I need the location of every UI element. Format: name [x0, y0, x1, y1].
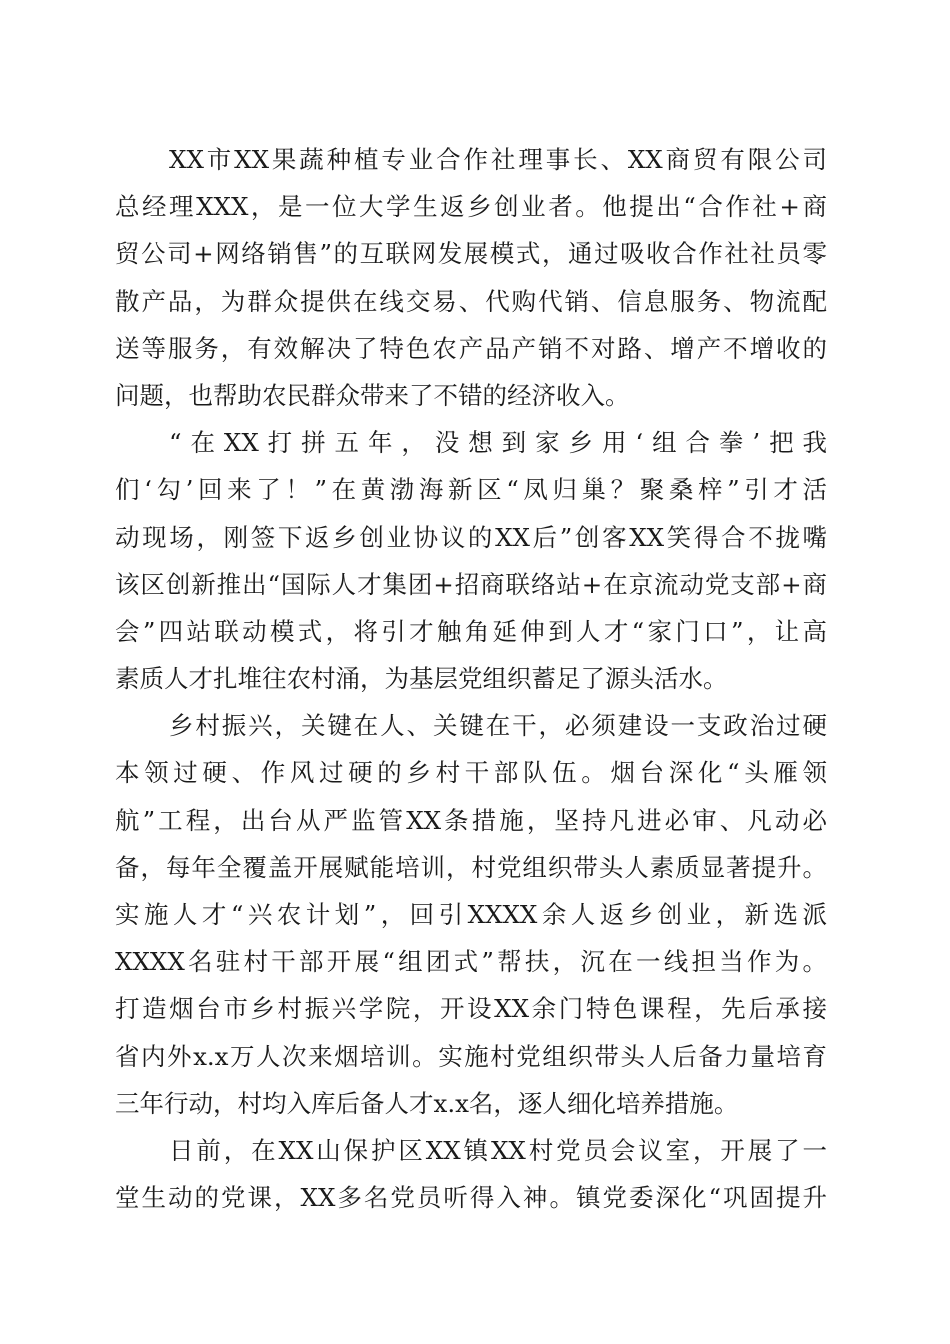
paragraph-3-line-4: 备，每年全覆盖开展赋能培训，村党组织带头人素质显著提升。 [115, 852, 827, 882]
paragraph-3-line-3: 航”工程，出台从严监管XX条措施，坚持凡进必审、凡动必 [115, 805, 827, 835]
paragraph-2-line-3: 动现场，刚签下返乡创业协议的XX后”创客XX笑得合不拢嘴 [115, 522, 827, 552]
paragraph-3-line-7: 打造烟台市乡村振兴学院，开设XX余门特色课程，先后承接 [115, 994, 827, 1024]
paragraph-1-line-4: 散产品，为群众提供在线交易、代购代销、信息服务、物流配 [115, 286, 827, 316]
paragraph-3-line-2: 本领过硬、作风过硬的乡村干部队伍。烟台深化“头雁领 [115, 758, 827, 788]
paragraph-1-line-1: XX市XX果蔬种植专业合作社理事长、XX商贸有限公司 [169, 145, 827, 174]
paragraph-2-line-6: 素质人才扎堆往农村涌，为基层党组织蓄足了源头活水。 [115, 664, 728, 694]
paragraph-3-line-6: XXXX名驻村干部开展“组团式”帮扶，沉在一线担当作为。 [115, 947, 827, 977]
paragraph-1-line-2: 总经理XXX，是一位大学生返乡创业者。他提出“合作社+商 [115, 192, 827, 222]
paragraph-3-line-5: 实施人才“兴农计划”，回引XXXX余人返乡创业，新选派 [115, 900, 827, 929]
paragraph-1-line-5: 送等服务，有效解决了特色农产品产销不对路、增产不增收的 [115, 333, 827, 363]
paragraph-1-line-3: 贸公司+网络销售”的互联网发展模式，通过吸收合作社社员零 [115, 239, 827, 269]
paragraph-2-line-2: 们‘勾’回来了！”在黄渤海新区“凤归巢？聚桑梓”引才活 [115, 475, 827, 505]
document-body [115, 136, 827, 1221]
paragraph-3-line-1: 乡村振兴，关键在人、关键在干，必须建设一支政治过硬 [169, 711, 827, 741]
paragraph-3-line-8: 省内外x.x万人次来烟培训。实施村党组织带头人后备力量培育 [115, 1041, 827, 1071]
paragraph-3-line-9: 三年行动，村均入库后备人才x.x名，逐人细化培养措施。 [115, 1088, 739, 1118]
paragraph-4-line-2: 堂生动的党课，XX多名党员听得入神。镇党委深化“巩固提升 [115, 1183, 827, 1213]
paragraph-4-line-1: 日前，在XX山保护区XX镇XX村党员会议室，开展了一 [169, 1135, 827, 1165]
paragraph-2-line-1: “在XX打拼五年，没想到家乡用‘组合拳’把我 [169, 428, 827, 458]
paragraph-2-line-5: 会”四站联动模式，将引才触角延伸到人才“家门口”，让高 [115, 616, 827, 646]
paragraph-2-line-4: 该区创新推出“国际人才集团+招商联络站+在京流动党支部+商 [115, 569, 827, 599]
paragraph-1-line-6: 问题，也帮助农民群众带来了不错的经济收入。 [115, 380, 630, 410]
